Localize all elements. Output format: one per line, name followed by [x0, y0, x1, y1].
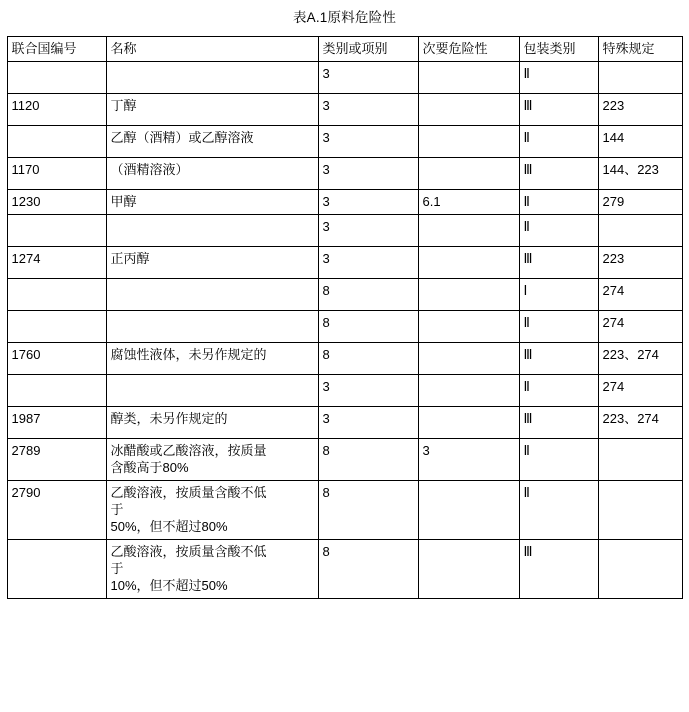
table-row	[7, 158, 682, 190]
cell-subsidiary-hazard	[418, 94, 519, 126]
cell-packing-group: Ⅱ	[519, 62, 598, 94]
cell-subsidiary-hazard	[418, 247, 519, 279]
cell-special-provisions	[598, 439, 682, 481]
cell-subsidiary-hazard	[418, 62, 519, 94]
cell-class: 8	[318, 311, 418, 343]
cell-packing-group: Ⅱ	[519, 190, 598, 215]
cell-un-number: 2789	[7, 439, 106, 481]
table-row	[7, 375, 682, 407]
cell-un-number: 1120	[7, 94, 106, 126]
cell-subsidiary-hazard: 3	[418, 439, 519, 481]
cell-line: 于	[110, 561, 124, 576]
cell-un-number: 1274	[7, 247, 106, 279]
cell-subsidiary-hazard	[418, 279, 519, 311]
cell-special-provisions: 144、223	[598, 158, 682, 190]
cell-name	[106, 279, 318, 311]
cell-packing-group: Ⅲ	[519, 247, 598, 279]
cell-subsidiary-hazard	[418, 375, 519, 407]
table-header	[7, 37, 682, 62]
cell-class: 3	[318, 158, 418, 190]
table-row	[7, 279, 682, 311]
cell-name: 正丙醇	[106, 247, 318, 279]
cell-name	[106, 481, 318, 540]
cell-class: 3	[318, 126, 418, 158]
cell-subsidiary-hazard	[418, 126, 519, 158]
cell-line: 10%，但不超过50%	[110, 578, 228, 593]
cell-special-provisions	[598, 540, 682, 599]
cell-packing-group: Ⅲ	[519, 343, 598, 375]
cell-subsidiary-hazard	[418, 215, 519, 247]
cell-special-provisions: 274	[598, 375, 682, 407]
table-caption: 表A.1原料危险性	[292, 10, 397, 25]
cell-packing-group: Ⅲ	[519, 407, 598, 439]
cell-class: 8	[318, 439, 418, 481]
cell-class: 8	[318, 540, 418, 599]
cell-name: 甲醇	[106, 190, 318, 215]
cell-class: 3	[318, 94, 418, 126]
cell-name: （酒精溶液）	[106, 158, 318, 190]
table-row	[7, 215, 682, 247]
cell-line: 含酸高于80%	[110, 460, 189, 475]
cell-class: 3	[318, 215, 418, 247]
cell-line: 乙酸溶液，按质量含酸不低	[110, 485, 267, 500]
table-row	[7, 62, 682, 94]
cell-subsidiary-hazard	[418, 343, 519, 375]
cell-un-number	[7, 279, 106, 311]
table-row	[7, 540, 682, 599]
hazard-table	[7, 36, 683, 599]
table-row	[7, 190, 682, 215]
cell-un-number	[7, 62, 106, 94]
table-row	[7, 343, 682, 375]
cell-name	[106, 215, 318, 247]
cell-special-provisions: 144	[598, 126, 682, 158]
cell-packing-group: Ⅱ	[519, 481, 598, 540]
cell-name	[106, 375, 318, 407]
cell-special-provisions: 274	[598, 311, 682, 343]
cell-special-provisions	[598, 62, 682, 94]
table-row	[7, 439, 682, 481]
column-header-subsidiary-hazard: 次要危险性	[418, 37, 519, 62]
cell-name	[106, 311, 318, 343]
cell-un-number: 1760	[7, 343, 106, 375]
cell-line: 50%，但不超过80%	[110, 519, 228, 534]
table-row	[7, 94, 682, 126]
cell-line: 冰醋酸或乙酸溶液，按质量	[110, 443, 267, 458]
cell-subsidiary-hazard: 6.1	[418, 190, 519, 215]
table-row	[7, 481, 682, 540]
cell-class: 3	[318, 407, 418, 439]
cell-subsidiary-hazard	[418, 540, 519, 599]
cell-special-provisions	[598, 481, 682, 540]
column-header-packing-group: 包装类别	[519, 37, 598, 62]
table-row	[7, 311, 682, 343]
cell-un-number	[7, 375, 106, 407]
cell-name: 丁醇	[106, 94, 318, 126]
column-header-class: 类别或项别	[318, 37, 418, 62]
cell-subsidiary-hazard	[418, 407, 519, 439]
cell-class: 8	[318, 279, 418, 311]
cell-class: 3	[318, 190, 418, 215]
cell-un-number	[7, 540, 106, 599]
cell-packing-group: Ⅱ	[519, 126, 598, 158]
cell-special-provisions: 223	[598, 247, 682, 279]
cell-class: 3	[318, 62, 418, 94]
table-row	[7, 407, 682, 439]
cell-packing-group: Ⅱ	[519, 311, 598, 343]
cell-packing-group: Ⅲ	[519, 540, 598, 599]
cell-subsidiary-hazard	[418, 311, 519, 343]
cell-packing-group: Ⅲ	[519, 158, 598, 190]
column-header-un-number: 联合国编号	[7, 37, 106, 62]
cell-line: 乙酸溶液，按质量含酸不低	[110, 544, 267, 559]
cell-packing-group: Ⅱ	[519, 375, 598, 407]
cell-class: 3	[318, 247, 418, 279]
cell-packing-group: Ⅰ	[519, 279, 598, 311]
cell-special-provisions: 223	[598, 94, 682, 126]
table-row	[7, 126, 682, 158]
cell-special-provisions: 223、274	[598, 343, 682, 375]
cell-un-number: 1170	[7, 158, 106, 190]
cell-un-number	[7, 311, 106, 343]
column-header-special-provisions: 特殊规定	[598, 37, 682, 62]
cell-name	[106, 62, 318, 94]
cell-subsidiary-hazard	[418, 158, 519, 190]
cell-name: 醇类，未另作规定的	[106, 407, 318, 439]
cell-name	[106, 540, 318, 599]
cell-un-number: 1987	[7, 407, 106, 439]
table-header-row	[7, 37, 682, 62]
cell-special-provisions: 223、274	[598, 407, 682, 439]
cell-un-number	[7, 126, 106, 158]
cell-un-number	[7, 215, 106, 247]
column-header-name: 名称	[106, 37, 318, 62]
cell-packing-group: Ⅱ	[519, 439, 598, 481]
cell-special-provisions	[598, 215, 682, 247]
table-body	[7, 62, 682, 599]
cell-packing-group: Ⅲ	[519, 94, 598, 126]
cell-subsidiary-hazard	[418, 481, 519, 540]
cell-special-provisions: 274	[598, 279, 682, 311]
cell-packing-group: Ⅱ	[519, 215, 598, 247]
cell-name: 乙醇（酒精）或乙醇溶液	[106, 126, 318, 158]
cell-name: 腐蚀性液体，未另作规定的	[106, 343, 318, 375]
cell-class: 8	[318, 343, 418, 375]
cell-special-provisions: 279	[598, 190, 682, 215]
table-row	[7, 247, 682, 279]
cell-name	[106, 439, 318, 481]
cell-class: 3	[318, 375, 418, 407]
cell-un-number: 1230	[7, 190, 106, 215]
cell-line: 于	[110, 502, 124, 517]
cell-class: 8	[318, 481, 418, 540]
cell-un-number: 2790	[7, 481, 106, 540]
